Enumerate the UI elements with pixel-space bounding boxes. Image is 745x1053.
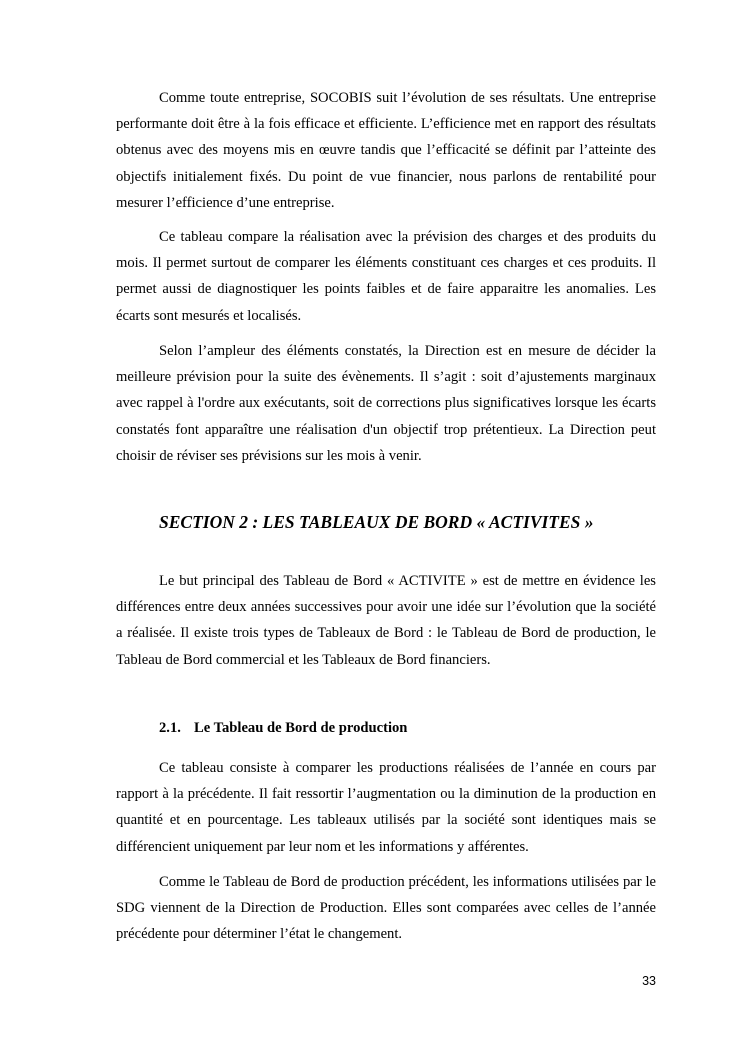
subsection-heading xyxy=(159,720,407,737)
body-paragraph: Le but principal des Tableau de Bord « ACTIVITE » est de mettre en évidence les différences entre deux années successives pour avoir une idée sur l’évolution que la société a réalisée. Il existe trois types de Tableaux de Bord : le Tableau de Bord de production, le Tableau de Bord commercial et les Tableaux de Bord financiers. xyxy=(116,573,656,668)
subsection-title: Le Tableau de Bord de production xyxy=(194,720,408,736)
section-heading: SECTION 2 : LES TABLEAUX DE BORD « ACTIVITES » xyxy=(159,512,594,532)
body-paragraph: Selon l’ampleur des éléments constatés, la Direction est en mesure de décider la meilleure prévision pour la suite des évènements. Il s’agit : soit d’ajustements marginaux avec rappel à l'ordre aux exécutants, soit de corrections plus significatives lorsque les écarts constatés font apparaître une réalisation d'un objectif trop prétentieux. La Direction peut choisir de réviser ses prévisions sur les mois à venir. xyxy=(116,343,656,464)
body-paragraph: Comme toute entreprise, SOCOBIS suit l’évolution de ses résultats. Une entreprise performante doit être à la fois efficace et efficiente. L’efficience met en rapport des résultats obtenus avec des moyens mis en œuvre tandis que l’efficacité se définit par l’atteinte des objectifs initialement fixés. Du point de vue financier, nous parlons de rentabilité pour mesurer l’efficience d’une entreprise. xyxy=(116,90,656,211)
body-paragraph: Comme le Tableau de Bord de production précédent, les informations utilisées par le SDG viennent de la Direction de Production. Elles sont comparées avec celles de l’année précédente pour déterminer l’état le changement. xyxy=(116,874,656,943)
page-number: 33 xyxy=(642,974,656,988)
subsection-number: 2.1. xyxy=(159,720,181,736)
body-paragraph: Ce tableau consiste à comparer les productions réalisées de l’année en cours par rapport à la précédente. Il fait ressortir l’augmentation ou la diminution de la production en quantité et en pourcentage. Les tableaux utilisés par la société sont identiques mais se différencient uniquement par leur nom et les informations y afférentes. xyxy=(116,760,656,855)
body-paragraph: Ce tableau compare la réalisation avec la prévision des charges et des produits du mois. Il permet surtout de comparer les éléments constituant ces charges et ces produits. Il permet aussi de diagnostiquer les points faibles et de faire apparaitre les anomalies. Les écarts sont mesurés et localisés. xyxy=(116,229,656,324)
